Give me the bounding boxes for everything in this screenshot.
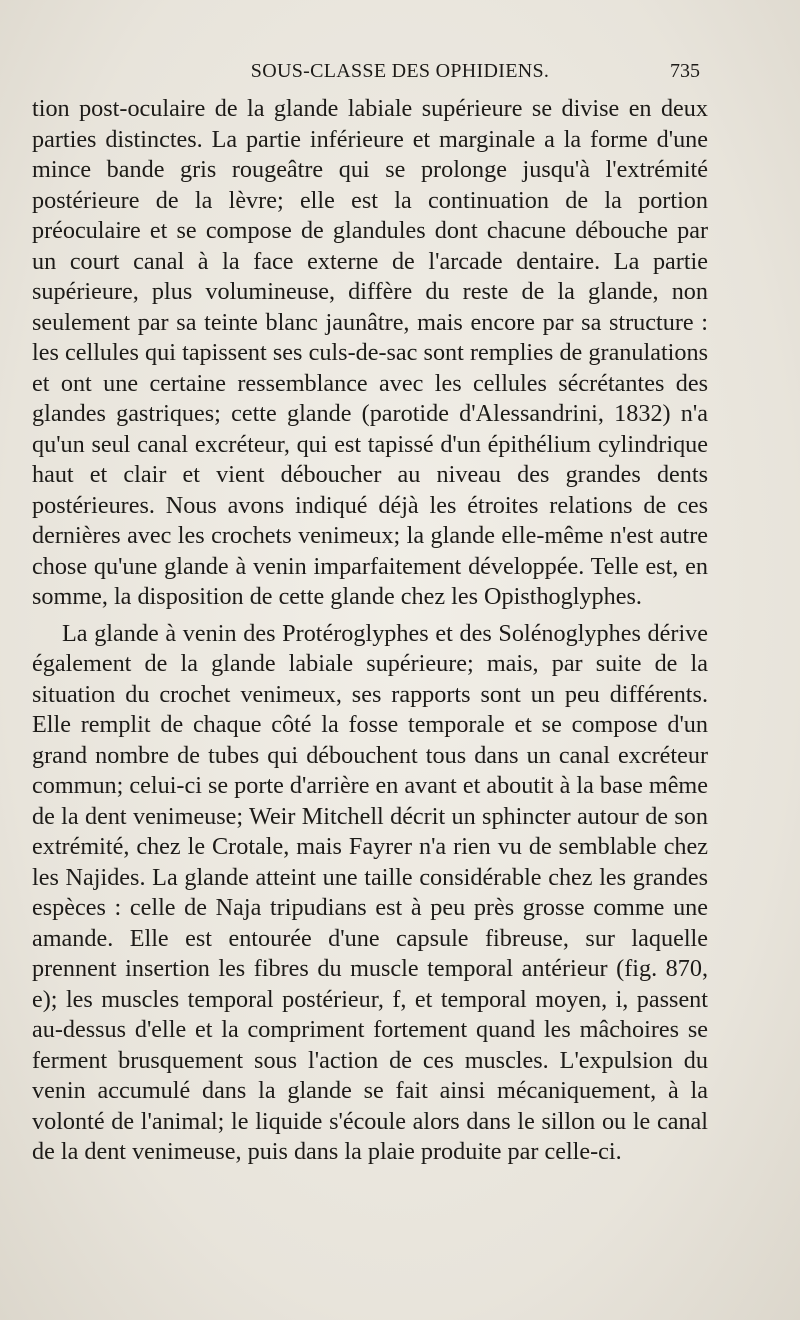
page-body bbox=[32, 94, 708, 1168]
page-header bbox=[40, 58, 760, 88]
running-head: SOUS-CLASSE DES OPHIDIENS. bbox=[250, 60, 550, 82]
paragraph-venom-gland: La glande à venin des Protéroglyphes et des Solénoglyphes dérive également de la glande labiale supérieure; mais, par suite de la situation du crochet venimeux, ses rapports sont un peu différents. Elle remplit de chaque côté la fosse temporale et se compose d'un grand nombre de tubes qui débouchent tous dans un canal excréteur commun; celui-ci se porte d'arrière en avant et aboutit à la base même de la dent venimeuse; Weir Mitchell décrit un sphincter autour de son extrémité, chez le Crotale, mais Fayrer n'a rien vu de semblable chez les Najides. La glande atteint une taille considérable chez les grandes espèces : celle de Naja tripudians est à peu près grosse comme une amande. Elle est entourée d'une capsule fibreuse, sur laquelle prennent insertion les fibres du muscle temporal antérieur (fig. 870, e); les muscles temporal postérieur, f, et temporal moyen, i, passent au-dessus d'elle et la compriment fortement quand les mâchoires se ferment brusquement sous l'action de ces muscles. L'expulsion du venin accumulé dans la glande se fait ainsi mécaniquement, à la volonté de l'animal; le liquide s'écoule alors dans le sillon ou le canal de la dent venimeuse, puis dans la plaie produite par celle-ci. bbox=[32, 619, 708, 1165]
page-number: 735 bbox=[670, 60, 700, 82]
paragraph-continued: tion post-oculaire de la glande labiale supérieure se divise en deux parties distinctes. La partie inférieure et marginale a la forme d'une mince bande gris rougeâtre qui se prolonge jusqu'à l'extrémité postérieure de la lèvre; elle est la continuation de la portion préoculaire et se compose de glandules dont chacune débouche par un court canal à la face externe de l'arcade dentaire. La partie supérieure, plus volumineuse, diffère du reste de la glande, non seulement par sa teinte blanc jaunâtre, mais encore par sa structure : les cellules qui tapissent ses culs-de-sac sont remplies de granulations et ont une certaine ressemblance avec les cellules sécrétantes des glandes gastriques; cette glande (parotide d'Alessandrini, 1832) n'a qu'un seul canal excréteur, qui est tapissé d'un épithélium cylindrique haut et clair et vient déboucher au niveau des grandes dents postérieures. Nous avons indiqué déjà les étroites relations de ces dernières avec les crochets venimeux; la glande elle-même n'est autre chose qu'une glande à venin imparfaitement développée. Telle est, en somme, la disposition de cette glande chez les Opisthoglyphes. bbox=[32, 95, 708, 610]
